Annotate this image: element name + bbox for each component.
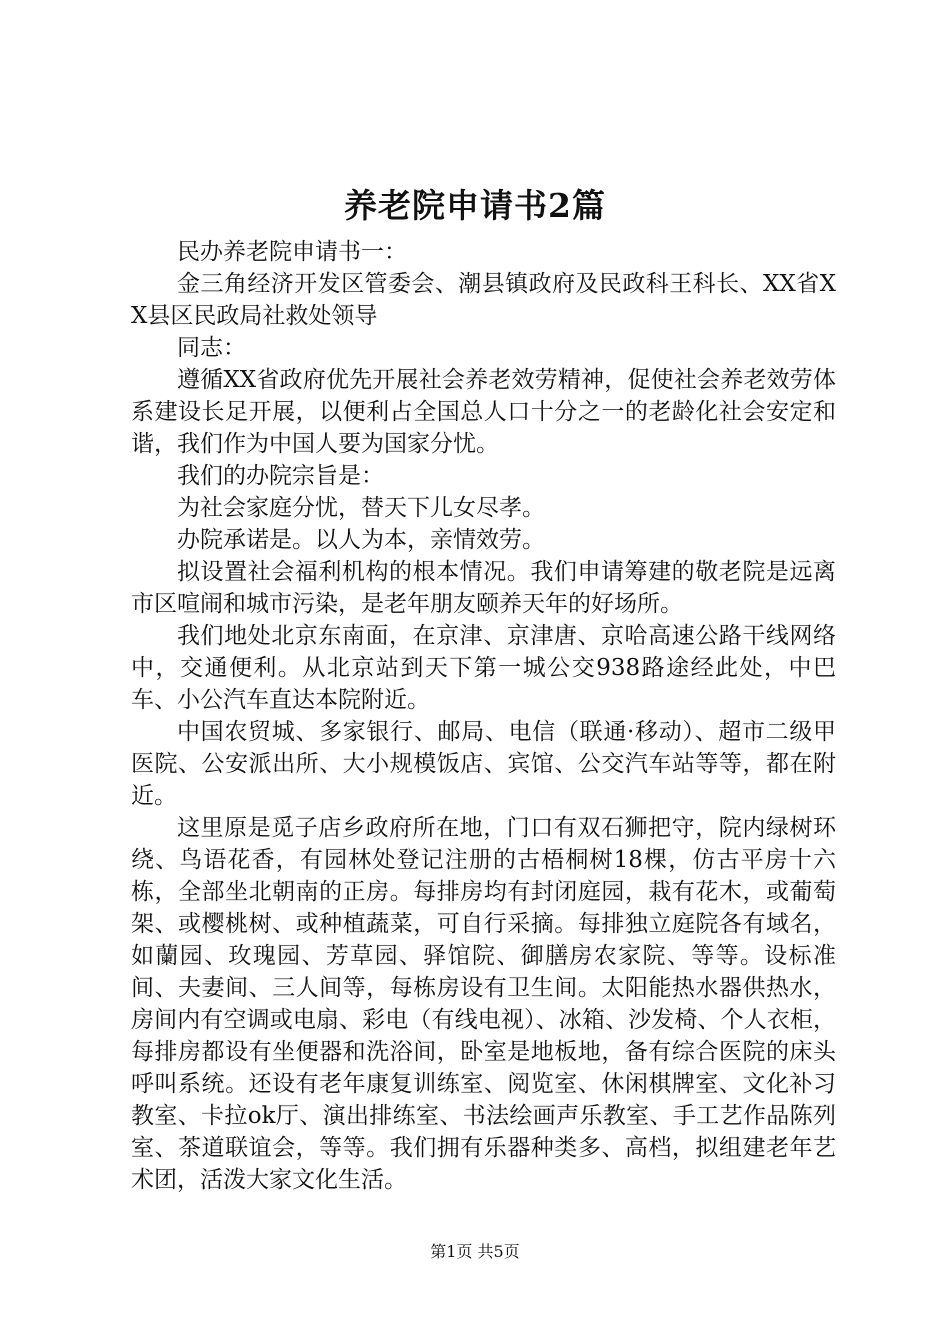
paragraph: 民办养老院申请书一： [177,239,407,265]
paragraph: 我们地处北京东南面，在京津、京津唐、京哈高速公路干线网络中，交通便利。从北京站到天下第一城公交938路途经此处，中巴车、小公汽车直达本院附近。 [131,623,836,713]
paragraph: 这里原是觅子店乡政府所在地，门口有双石狮把守，院内绿树环绕、鸟语花香，有园林处登记注册的古梧桐树18棵，仿古平房十六栋，全部坐北朝南的正房。每排房均有封闭庭园，栽有花木，或葡萄架、或樱桃树、或种植蔬菜，可自行采摘。每排独立庭院各有域名，如蘭园、玫瑰园、芳草园、驿馆院、御膳房农家院、等等。设标准间、夫妻间、三人间等，每栋房设有卫生间。太阳能热水器供热水，房间内有空调或电扇、彩电（有线电视）、冰箱、沙发椅、个人衣柜，每排房都设有坐便器和洗浴间，卧室是地板地，备有综合医院的床头呼叫系统。还设有老年康复训练室、阅览室、休闲棋牌室、文化补习教室、卡拉ok厅、演出排练室、书法绘画声乐教室、手工艺作品陈列室、茶道联谊会，等等。我们拥有乐器种类多、高档，拟组建老年艺术团，活泼大家文化生活。 [131,815,836,1193]
paragraph: 遵循XX省政府优先开展社会养老效劳精神，促使社会养老效劳体系建设长足开展，以便利占全国总人口十分之一的老龄化社会安定和谐，我们作为中国人要为国家分忧。 [131,367,836,457]
paragraph: 金三角经济开发区管委会、潮县镇政府及民政科王科长、XX省XX县区民政局社救处领导 [131,271,836,329]
page-number-footer: 第1页 共5页 [430,1242,520,1261]
paragraph: 同志： [177,335,246,361]
document-body [131,236,836,1196]
document-title: 养老院申请书2篇 [344,186,606,225]
paragraph: 为社会家庭分忧，替天下儿女尽孝。 [177,495,545,521]
paragraph: 我们的办院宗旨是： [177,463,384,489]
paragraph: 办院承诺是。以人为本，亲情效劳。 [177,527,545,553]
paragraph: 中国农贸城、多家银行、邮局、电信（联通·移动）、超市二级甲医院、公安派出所、大小规模饭店、宾馆、公交汽车站等等，都在附近。 [131,719,836,809]
paragraph: 拟设置社会福利机构的根本情况。我们申请筹建的敬老院是远离市区喧闹和城市污染，是老年朋友颐养天年的好场所。 [131,559,836,617]
